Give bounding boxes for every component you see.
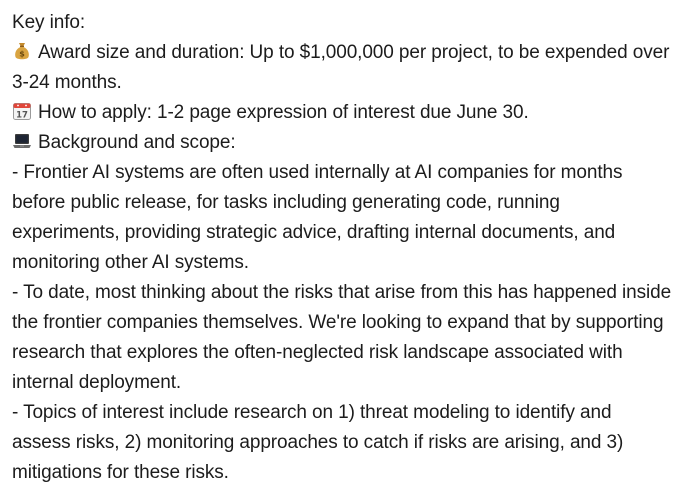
how-to-apply-text: How to apply: 1-2 page expression of interest due June 30. bbox=[38, 102, 529, 123]
money-bag-icon bbox=[12, 41, 32, 61]
calendar-icon bbox=[12, 101, 32, 121]
bullet-internal-use: - Frontier AI systems are often used internally at AI companies for months before public release, for tasks including generating code, running experiments, providing strategic advice, drafting internal documents, and monitoring other AI systems. bbox=[12, 162, 623, 273]
calendar-icon-date: 17 bbox=[16, 110, 28, 121]
award-size-text: Award size and duration: Up to $1,000,000 per project, to be expended over 3-24 months. bbox=[12, 42, 670, 93]
bullet-risk-thinking: - To date, most thinking about the risks that arise from this has happened inside the frontier companies themselves. We're looking to expand that by supporting research that explores the often-neglected risk landscape associated with internal deployment. bbox=[12, 282, 672, 393]
background-scope-line bbox=[12, 128, 672, 158]
how-to-apply-line bbox=[12, 98, 672, 128]
svg-text:$: $ bbox=[19, 49, 25, 59]
bullet-topics: - Topics of interest include research on 1) threat modeling to identify and assess risks, 2) monitoring approaches to catch if risks are arising, and 3) mitigations for these risks. bbox=[12, 402, 624, 483]
key-info-document bbox=[12, 8, 672, 488]
laptop-icon bbox=[12, 131, 32, 151]
key-info-heading: Key info: bbox=[12, 12, 86, 33]
background-scope-text: Background and scope: bbox=[38, 132, 236, 153]
award-size-line bbox=[12, 38, 672, 98]
